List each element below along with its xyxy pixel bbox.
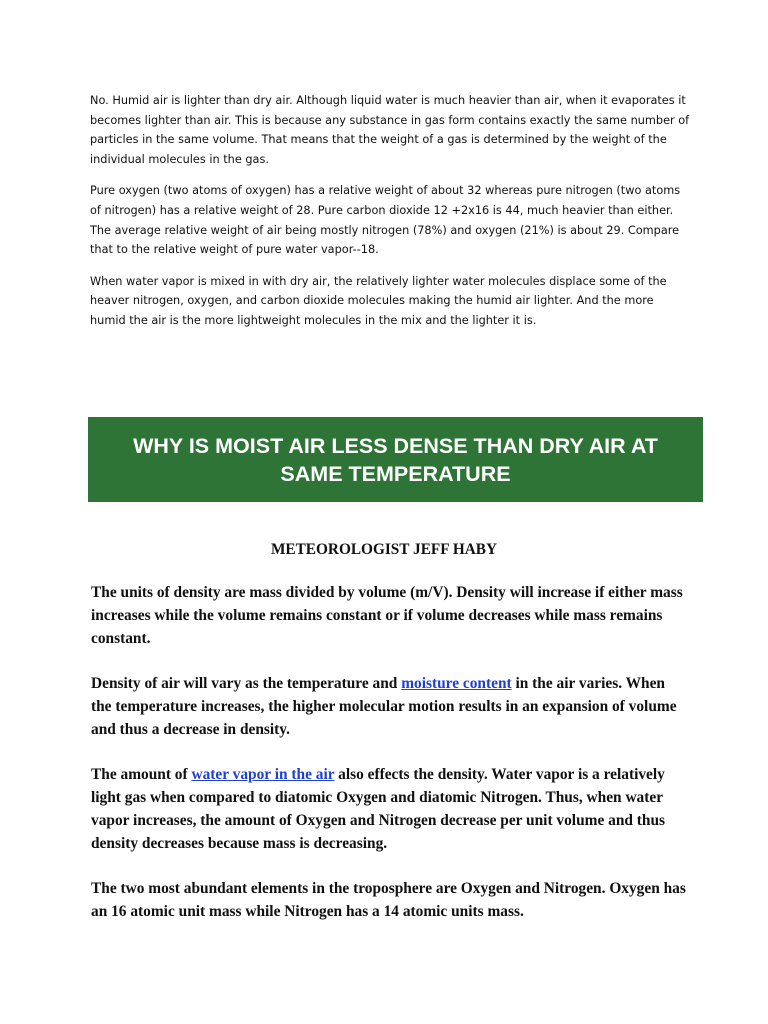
paragraph-2-text-end: in the air varies. When the temperature increases, the higher molecular motion results in an expansion of volume and thus a decrease in density. <box>91 675 677 738</box>
paragraph-2-text-start: Density of air will vary as the temperature and <box>91 675 402 692</box>
author-byline: METEOROLOGIST JEFF HABY <box>270 541 498 558</box>
article-body <box>91 581 686 945</box>
title-banner <box>88 417 703 502</box>
article-paragraph-4: The two most abundant elements in the troposphere are Oxygen and Nitrogen. Oxygen has an 16 atomic unit mass while Nitrogen has a 14 atomic units mass. <box>91 880 686 920</box>
paragraph-3-text-end: also effects the density. Water vapor is a relatively light gas when compared to diatomic Oxygen and diatomic Nitrogen. Thus, when water vapor increases, the amount of Oxygen and Nitrogen decrease per unit volume and thus density decreases because mass is decreasing. <box>91 766 666 852</box>
article-paragraph-3 <box>91 763 686 855</box>
water-vapor-link[interactable]: water vapor in the air <box>191 766 335 783</box>
intro-paragraph-3: When water vapor is mixed in with dry air, the relatively lighter water molecules displace some of the heaver nitrogen, oxygen, and carbon dioxide molecules making the humid air lighter. And the more humid the air is the more lightweight molecules in the mix and the lighter it is. <box>90 274 667 327</box>
paragraph-3-text-start: The amount of <box>91 766 192 783</box>
intro-paragraph-1: No. Humid air is lighter than dry air. Although liquid water is much heavier than air, when it evaporates it becomes lighter than air. This is because any substance in gas form contains exactly the same number of particles in the same volume. That means that the weight of a gas is determined by the weight of the individual molecules in the gas. <box>90 94 690 166</box>
moisture-content-link[interactable]: moisture content <box>401 675 512 692</box>
article-title: WHY IS MOIST AIR LESS DENSE THAN DRY AIR AT SAME TEMPERATURE <box>133 433 658 486</box>
intro-section <box>90 91 690 343</box>
article-paragraph-1: The units of density are mass divided by volume (m/V). Density will increase if either mass increases while the volume remains constant or if volume decreases while mass remains constant. <box>91 584 683 647</box>
intro-paragraph-2: Pure oxygen (two atoms of oxygen) has a relative weight of about 32 whereas pure nitrogen (two atoms of nitrogen) has a relative weight of 28. Pure carbon dioxide 12 +2x16 is 44, much heavier than either. The average relative weight of air being mostly nitrogen (78%) and oxygen (21%) is about 29. Compare that to the relative weight of pure water vapor--18. <box>90 184 681 257</box>
article-paragraph-2 <box>91 672 686 741</box>
